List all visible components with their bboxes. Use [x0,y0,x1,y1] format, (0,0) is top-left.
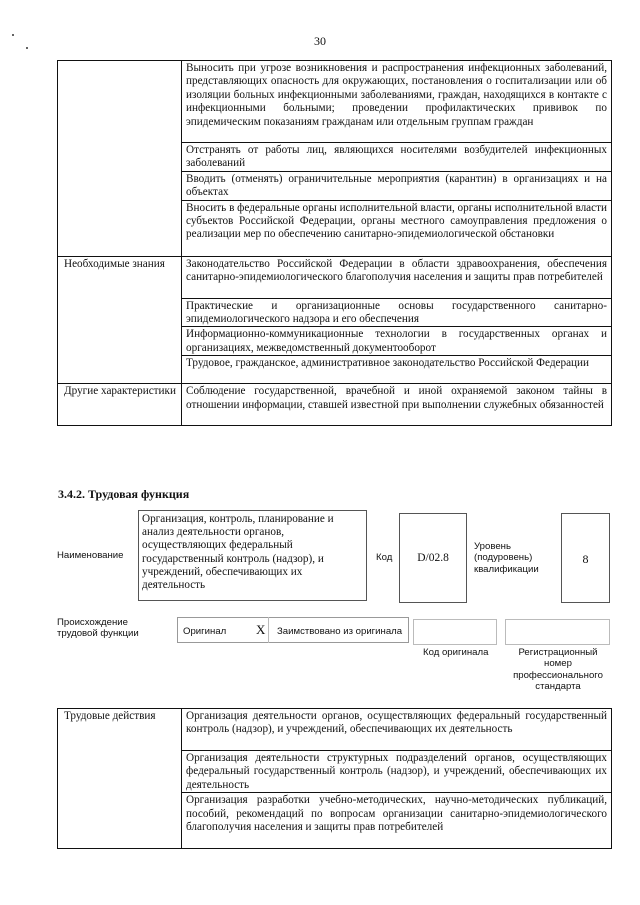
table-cell: Организация разработки учебно-методических, научно-методических публикаций, пособий, рекомендаций по вопросам организации санитарно-эпидемиологического благополучия населения и защиты прав потребителей [182,793,612,849]
row-label-other: Другие характеристики [58,384,182,426]
origin-divider [268,617,269,643]
code-value-box: D/02.8 [399,513,467,603]
name-label: Наименование [57,550,124,561]
section-heading: 3.4.2. Трудовая функция [58,487,190,501]
top-table [57,60,612,426]
table-cell: Вносить в федеральные органы исполнительной власти, органы исполнительной власти субъектов Российской Федерации, органы местного самоуправления предложения о реализации мер по обеспечению санитарно-эпидемиологической обстановки [182,200,612,256]
table-cell: Выносить при угрозе возникновения и распространения инфекционных заболеваний, представляющих опасность для окружающих, постановления о госпитализации или об изоляции больных инфекционными заболеваниями, граждан, находящихся в контакте с инфекционными больными; проведении профилактических прививок по эпидемическим показаниям гражданам или отдельным группам граждан [182,61,612,143]
level-label: Уровень (подуровень) квалификации [474,541,539,575]
origin-label: Происхождение трудовой функции [57,617,139,640]
table-cell: Информационно-коммуникационные технологии в государственных органах и организациях, межведомственный документооборот [182,327,612,356]
original-label: Оригинал [183,626,227,637]
row-label-knowledge: Необходимые знания [58,256,182,384]
table-cell: Организация деятельности структурных подразделений органов, осуществляющих федеральный государственный контроль (надзор), и учреждений, обеспечивающих их деятельность [182,751,612,793]
original-mark: X [256,622,266,637]
table-cell: Законодательство Российской Федерации в области здравоохранения, обеспечения санитарно-эпидемиологического благополучия населения и защиты прав потребителей [182,256,612,298]
table-cell: Организация деятельности органов, осуществляющих федеральный государственный контроль (надзор), и учреждений, обеспечивающих их деятельность [182,709,612,751]
function-name-box: Организация, контроль, планирование и анализ деятельности органов, осуществляющих федеральный государственный контроль (надзор), и учреждений, обеспечивающих их деятельность [138,510,367,601]
table-cell: Отстранять от работы лиц, являющихся носителями возбудителей инфекционных заболеваний [182,143,612,172]
table-row [58,384,612,426]
row-label [58,61,182,257]
level-value-box: 8 [561,513,610,603]
table-row [58,61,612,143]
table-cell: Вводить (отменять) ограничительные мероприятия (карантин) в организациях и на объектах [182,171,612,200]
borrowed-label: Заимствовано из оригинала [277,626,403,637]
row-label-actions: Трудовые действия [58,709,182,849]
code-label: Код [376,552,393,563]
table-row [58,256,612,298]
table-cell: Трудовое, гражданское, административное законодательство Российской Федерации [182,356,612,384]
table-cell: Практические и организационные основы государственного санитарно-эпидемиологического надзора и его обеспечения [182,298,612,327]
table-row [58,709,612,751]
reg-number-label: Регистрационный номер профессионального стандарта [513,647,603,693]
code-original-label: Код оригинала [423,647,489,658]
table-cell: Соблюдение государственной, врачебной и иной охраняемой законом тайны в отношении информации, ставшей известной при выполнении служебных обязанностей [182,384,612,426]
code-original-box [413,619,497,645]
reg-number-box [505,619,610,645]
page-number: 30 [314,34,326,48]
bottom-table [57,708,612,849]
